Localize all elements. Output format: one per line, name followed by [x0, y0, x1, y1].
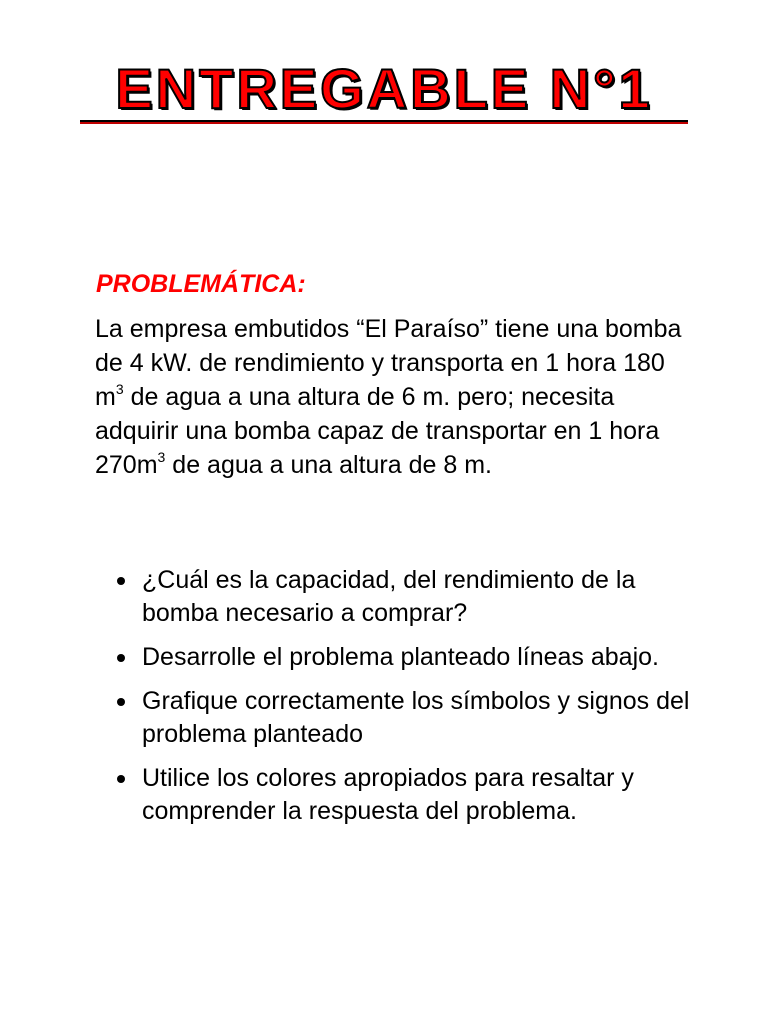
- question-text: ¿Cuál es la capacidad, del rendimiento de la bomba necesario a comprar?: [142, 566, 636, 627]
- problem-paragraph: [95, 312, 685, 482]
- superscript-cubed-1: 3: [115, 381, 124, 397]
- title-underline: [80, 120, 688, 124]
- bullet-icon: [117, 775, 125, 783]
- title-container: [78, 56, 690, 122]
- list-item: [95, 641, 695, 674]
- paragraph-text-part-3: de agua a una altura de 8 m.: [165, 451, 492, 479]
- section-heading: PROBLEMÁTICA:: [96, 270, 306, 298]
- question-text: Desarrolle el problema planteado líneas abajo.: [142, 643, 659, 671]
- bullet-icon: [117, 654, 125, 662]
- bullet-icon: [117, 698, 125, 706]
- paragraph-text-part-1: La empresa embutidos “El Paraíso” tiene una bomba de 4 kW. de rendimiento y transporta en 1 hora 180 m: [95, 315, 682, 411]
- list-item: [95, 685, 695, 751]
- list-item: [95, 762, 695, 828]
- paragraph-text-part-2: de agua a una altura de 6 m. pero; necesita adquirir una bomba capaz de transportar en 1 hora 270m: [95, 383, 660, 479]
- question-text: Utilice los colores apropiados para resaltar y comprender la respuesta del problema.: [142, 764, 634, 825]
- bullet-icon: [117, 577, 125, 585]
- document-title: ENTREGABLE N°1: [115, 57, 653, 120]
- list-item: [95, 564, 695, 630]
- question-text: Grafique correctamente los símbolos y signos del problema planteado: [142, 687, 690, 748]
- superscript-cubed-2: 3: [157, 449, 166, 465]
- questions-list: [95, 564, 695, 839]
